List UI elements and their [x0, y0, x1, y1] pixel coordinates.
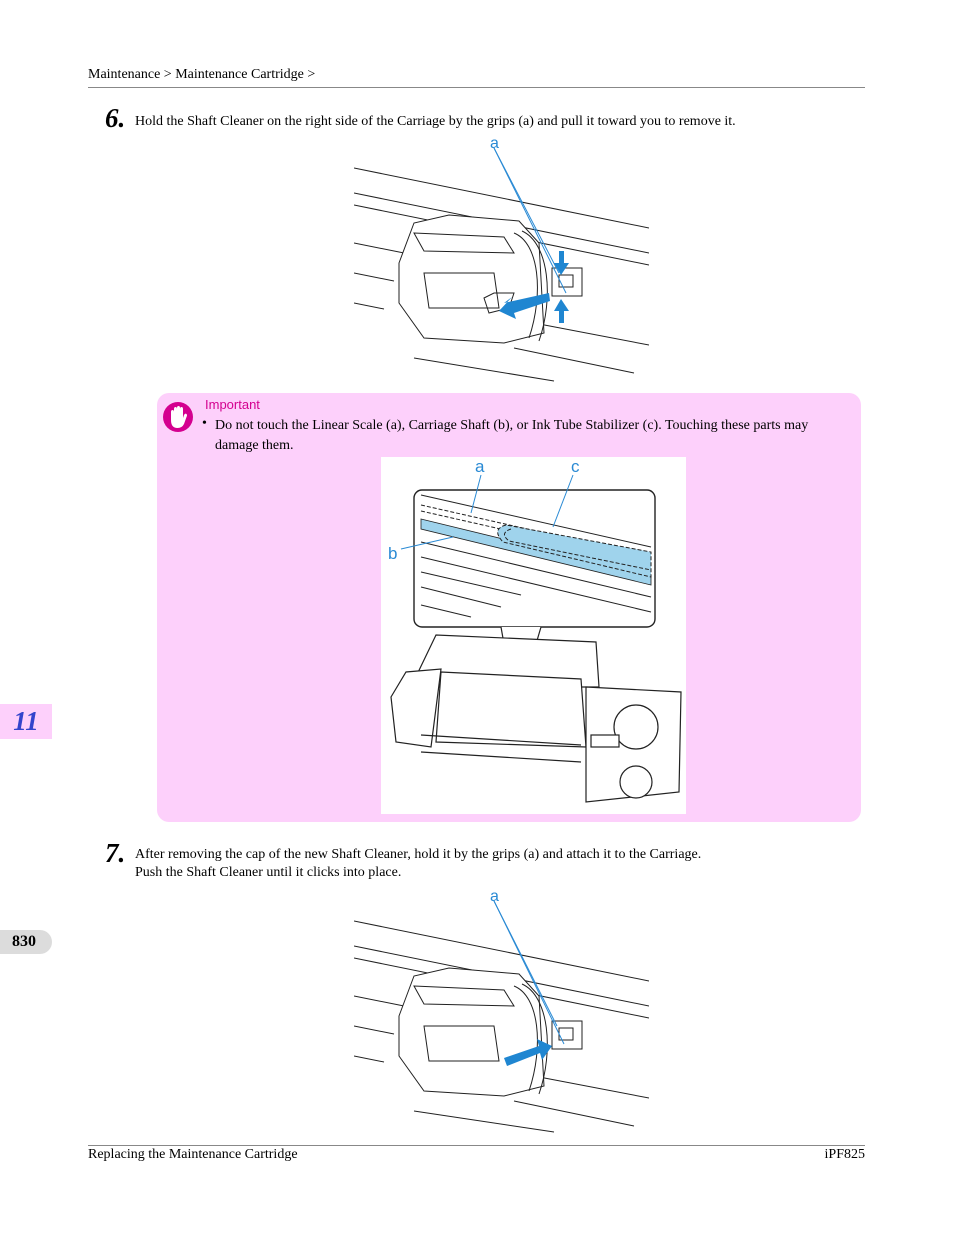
- page-number-tab: 830: [0, 930, 52, 954]
- header-rule: [88, 87, 865, 88]
- shaft-cleaner-attach-illustration: [354, 886, 649, 1134]
- chapter-tab[interactable]: 11: [0, 704, 52, 739]
- step-6-text: Hold the Shaft Cleaner on the right side of the Carriage by the grips (a) and pull it toward you to remove it.: [135, 114, 736, 129]
- important-figure: [381, 457, 686, 814]
- footer-model-name: iPF825: [824, 1147, 865, 1162]
- important-figure-label-b: b: [388, 544, 398, 563]
- step-6-figure: [354, 133, 649, 383]
- step-7-text-line2: Push the Shaft Cleaner until it clicks into place.: [135, 865, 402, 880]
- step-7-figure: [354, 886, 649, 1134]
- footer-section-title: Replacing the Maintenance Cartridge: [88, 1147, 298, 1162]
- step-6-figure-label-a: a: [490, 135, 499, 152]
- step-7-text-line1: After removing the cap of the new Shaft Cleaner, hold it by the grips (a) and attach it to the Carriage.: [135, 847, 702, 862]
- important-title: Important: [205, 397, 260, 412]
- important-figure-label-c: c: [571, 457, 580, 476]
- important-figure-label-a: a: [475, 457, 485, 476]
- printer-parts-illustration: [381, 457, 686, 814]
- shaft-cleaner-remove-illustration: [354, 133, 649, 383]
- important-text: Do not touch the Linear Scale (a), Carriage Shaft (b), or Ink Tube Stabilizer (c). Touching these parts may damage them.: [215, 418, 809, 453]
- stop-hand-icon: [162, 401, 194, 433]
- step-6-number: 6.: [105, 103, 126, 133]
- step-7-figure-label-a: a: [490, 888, 499, 905]
- important-bullet: •: [202, 416, 207, 431]
- step-7-number: 7.: [105, 838, 126, 868]
- breadcrumb: Maintenance > Maintenance Cartridge >: [88, 67, 316, 82]
- footer-rule: [88, 1145, 865, 1146]
